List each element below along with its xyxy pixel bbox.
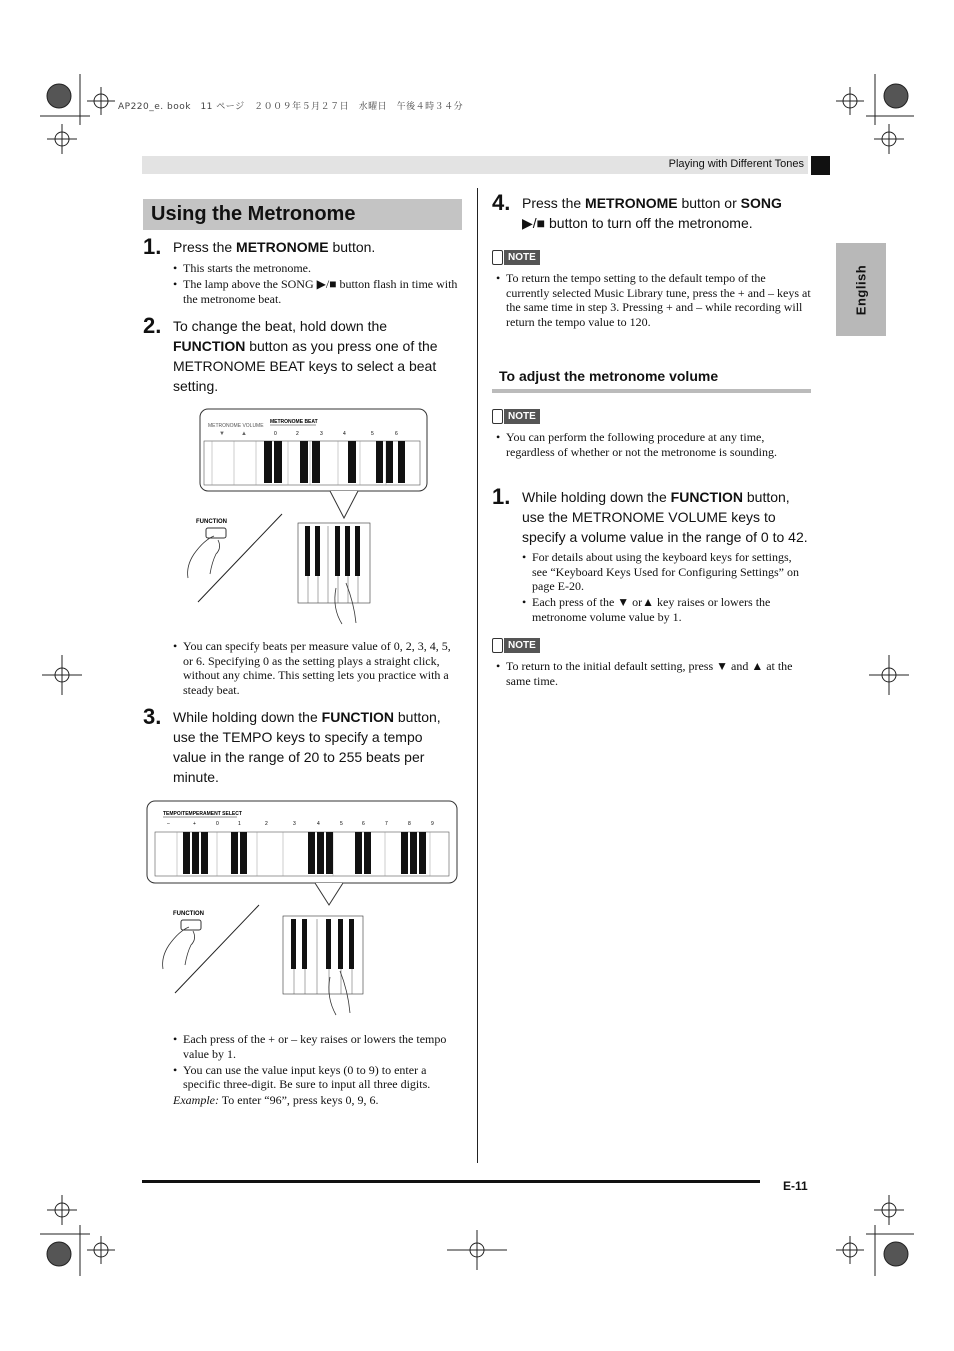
tempo-key-value: 5: [340, 821, 343, 827]
tempo-key-value: 7: [385, 821, 388, 827]
tempo-key-value: 8: [408, 821, 411, 827]
note-badge: NOTE: [492, 409, 540, 424]
note-bullets: [496, 271, 811, 331]
bullet-item: • For details about using the keyboard keys for settings, see “Keyboard Keys Used for Configuring Settings” on page E-20.: [522, 550, 802, 594]
step-number: 2.: [143, 313, 162, 338]
tempo-key-value: 4: [317, 821, 320, 827]
bullet-item: • To return to the initial default setting, press ▼ and ▲ at the same time.: [496, 659, 811, 688]
section-title: Using the Metronome: [143, 199, 462, 230]
beat-value: 2: [296, 431, 299, 437]
tempo-key-value: 2: [265, 821, 268, 827]
step-bullets: [173, 261, 463, 308]
step-bullets: [173, 639, 458, 699]
language-tab-label: English: [853, 264, 869, 316]
example-line: Example: To enter “96”, press keys 0, 9, 6.: [173, 1093, 379, 1107]
note-bullets: [496, 659, 811, 690]
function-label: FUNCTION: [173, 911, 204, 917]
note-badge: NOTE: [492, 638, 540, 653]
step-text: While holding down the FUNCTION button, use the METRONOME VOLUME keys to specify a volume value in the range of 0 to 42.: [522, 489, 808, 545]
bullet-item: • Each press of the + or – key raises or lowers the tempo value by 1.: [173, 1032, 458, 1061]
bullet-item: • To return the tempo setting to the default tempo of the currently selected Music Library tune, press the + and – keys at the same time in step 3. Pressing + and – while recording will return the tempo value to 120.: [496, 271, 811, 329]
step-number: 1.: [143, 234, 162, 259]
bullet-item: • You can specify beats per measure value of 0, 2, 3, 4, 5, or 6. Specifying 0 as the setting plays a straight click, without any chime. This setting lets you practice with a steady beat.: [173, 639, 458, 697]
note-badge: NOTE: [492, 250, 540, 265]
running-header: Playing with Different Tones: [668, 158, 804, 170]
tempo-key-value: +: [193, 821, 196, 827]
function-label: FUNCTION: [196, 519, 227, 525]
pencil-icon: [492, 250, 503, 265]
bullet-item: • Each press of the ▼ or▲ key raises or lowers the metronome volume value by 1.: [522, 595, 802, 624]
print-header: AP220_e. book 11 ページ ２００９年５月２７日 水曜日 午後４時３４分: [118, 102, 464, 112]
note-bullets: [496, 430, 811, 461]
beat-value: 6: [395, 431, 398, 437]
bullet-item: • You can perform the following procedure at any time, regardless of whether or not the metronome is sounding.: [496, 430, 811, 459]
beat-value: 0: [274, 431, 277, 437]
step-text: To change the beat, hold down the FUNCTION button as you press one of the METRONOME BEAT keys to select a beat setting.: [173, 318, 438, 394]
step-text: Press the METRONOME button.: [173, 239, 376, 255]
step-number: 4.: [492, 190, 511, 215]
bullet-item: • This starts the metronome.: [173, 261, 463, 276]
beat-value: 5: [371, 431, 374, 437]
step-text: Press the METRONOME button or SONG ▶/■ button to turn off the metronome.: [522, 195, 782, 231]
step-text: While holding down the FUNCTION button, use the TEMPO keys to specify a tempo value in the range of 20 to 255 beats per minute.: [173, 709, 441, 785]
step-number: 1.: [492, 484, 511, 509]
tempo-key-value: 0: [216, 821, 219, 827]
tempo-key-value: 9: [431, 821, 434, 827]
beat-value: 4: [343, 431, 346, 437]
bullet-item: • The lamp above the SONG ▶/■ button flash in time with the metronome beat.: [173, 277, 463, 306]
beat-label: METRONOME BEAT: [270, 419, 318, 425]
subheading: To adjust the metronome volume: [499, 368, 719, 384]
step-bullets: [173, 1032, 458, 1093]
down-arrow-icon: ▼: [219, 431, 225, 437]
header-marker: [811, 156, 830, 175]
page-number: E-11: [783, 1179, 808, 1193]
pencil-icon: [492, 409, 503, 424]
pencil-icon: [492, 638, 503, 653]
tempo-key-value: –: [167, 821, 170, 827]
footer-rule: [142, 1180, 760, 1183]
tempo-key-value: 1: [238, 821, 241, 827]
step-bullets: [522, 550, 802, 626]
bullet-item: • You can use the value input keys (0 to 9) to enter a specific three-digit. Be sure to input all three digits.: [173, 1063, 458, 1092]
beat-value: 3: [320, 431, 323, 437]
tempo-key-value: 3: [293, 821, 296, 827]
tempo-figure: [145, 799, 465, 1024]
up-arrow-icon: ▲: [241, 431, 247, 437]
subheading-rule: [492, 389, 811, 393]
metronome-beat-figure: [190, 408, 430, 608]
step-number: 3.: [143, 704, 162, 729]
tempo-key-value: 6: [362, 821, 365, 827]
volume-label: METRONOME VOLUME: [208, 423, 264, 429]
column-divider: [477, 188, 478, 1163]
tempo-label: TEMPO/TEMPERAMENT SELECT: [163, 811, 242, 817]
